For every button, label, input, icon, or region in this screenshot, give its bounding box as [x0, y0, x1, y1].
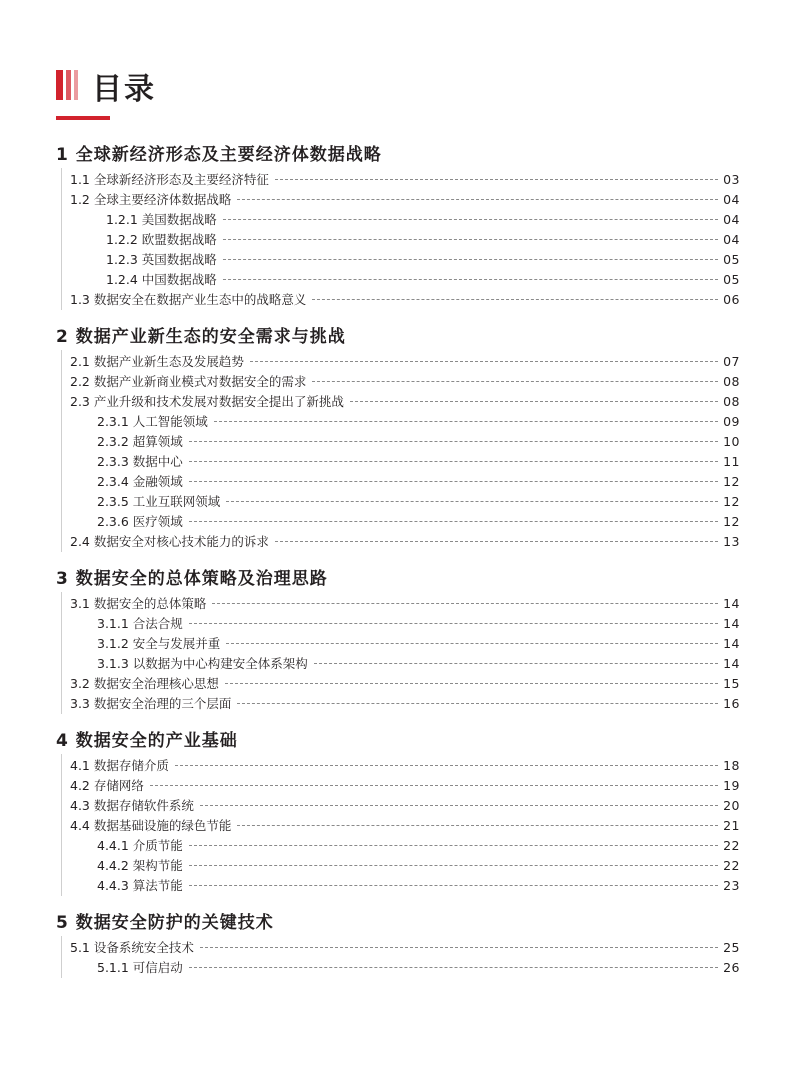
dot-leader: [189, 865, 718, 866]
toc-entry-label: 1.2 全球主要经济体数据战略: [70, 192, 232, 207]
toc-entry-page: 05: [723, 252, 740, 267]
toc-entry[interactable]: [62, 614, 740, 634]
title-bars-icon: [56, 70, 84, 100]
toc-entry-page: 20: [723, 798, 740, 813]
dot-leader: [189, 441, 718, 442]
dot-leader: [223, 239, 718, 240]
toc-entry-page: 22: [723, 858, 740, 873]
dot-leader: [212, 603, 718, 604]
section-heading[interactable]: 3 数据安全的总体策略及治理思路: [56, 569, 328, 589]
toc-entry-page: 05: [723, 272, 740, 287]
toc-entry[interactable]: [62, 938, 740, 958]
toc-section: [56, 324, 740, 552]
toc-entry-page: 12: [723, 494, 740, 509]
toc-entry-page: 25: [723, 940, 740, 955]
toc-entry[interactable]: [62, 452, 740, 472]
toc-entry-page: 22: [723, 838, 740, 853]
toc-entry-page: 09: [723, 414, 740, 429]
toc-entry-label: 1.1 全球新经济形态及主要经济特征: [70, 172, 269, 187]
toc-entry[interactable]: [62, 856, 740, 876]
dot-leader: [226, 501, 718, 502]
toc-entry-label: 1.2.3 英国数据战略: [106, 252, 217, 267]
dot-leader: [237, 199, 718, 200]
toc-entry-page: 21: [723, 818, 740, 833]
toc-entry-page: 14: [723, 656, 740, 671]
section-entries: [61, 936, 740, 978]
dot-leader: [237, 703, 718, 704]
toc-entry-page: 08: [723, 394, 740, 409]
toc-entry-page: 14: [723, 636, 740, 651]
section-heading[interactable]: 2 数据产业新生态的安全需求与挑战: [56, 327, 346, 347]
toc-entry[interactable]: [62, 796, 740, 816]
toc-entry-page: 18: [723, 758, 740, 773]
toc-entry[interactable]: [62, 190, 740, 210]
toc-entry[interactable]: [62, 372, 740, 392]
toc-entry-page: 15: [723, 676, 740, 691]
toc-entry-label: 3.1.2 安全与发展并重: [97, 636, 221, 651]
dot-leader: [237, 825, 718, 826]
toc-section: [56, 142, 740, 310]
toc-entry[interactable]: [62, 492, 740, 512]
toc-section: [56, 566, 740, 714]
dot-leader: [200, 805, 718, 806]
toc-entry-page: 07: [723, 354, 740, 369]
dot-leader: [275, 541, 718, 542]
toc-entry-page: 04: [723, 192, 740, 207]
dot-leader: [214, 421, 718, 422]
dot-leader: [150, 785, 718, 786]
toc-section: [56, 910, 740, 978]
dot-leader: [312, 299, 718, 300]
section-heading[interactable]: 1 全球新经济形态及主要经济体数据战略: [56, 145, 382, 165]
dot-leader: [223, 279, 718, 280]
dot-leader: [226, 643, 718, 644]
toc-entry-label: 2.1 数据产业新生态及发展趋势: [70, 354, 244, 369]
toc-entry[interactable]: [62, 230, 740, 250]
dot-leader: [200, 947, 718, 948]
section-heading[interactable]: 5 数据安全防护的关键技术: [56, 913, 274, 933]
section-heading[interactable]: 4 数据安全的产业基础: [56, 731, 238, 751]
toc-entry[interactable]: [62, 756, 740, 776]
section-entries: [61, 754, 740, 896]
toc-entry[interactable]: [62, 210, 740, 230]
toc-entry-label: 3.2 数据安全治理核心思想: [70, 676, 219, 691]
toc-entry-page: 04: [723, 232, 740, 247]
toc-entry[interactable]: [62, 532, 740, 552]
toc-entry-label: 2.3.6 医疗领域: [97, 514, 183, 529]
toc-entry[interactable]: [62, 594, 740, 614]
dot-leader: [189, 481, 718, 482]
dot-leader: [350, 401, 718, 402]
dot-leader: [175, 765, 718, 766]
dot-leader: [189, 967, 718, 968]
toc-entry[interactable]: [62, 512, 740, 532]
toc-entry[interactable]: [62, 270, 740, 290]
dot-leader: [189, 885, 718, 886]
toc-entry-page: 19: [723, 778, 740, 793]
toc-entry[interactable]: [62, 654, 740, 674]
toc-entry[interactable]: [62, 472, 740, 492]
toc-entry-label: 4.3 数据存储软件系统: [70, 798, 194, 813]
toc-entry-label: 4.4.2 架构节能: [97, 858, 183, 873]
toc-entry-page: 08: [723, 374, 740, 389]
toc-entry[interactable]: [62, 170, 740, 190]
toc-section: [56, 728, 740, 896]
page-title: 目录: [92, 72, 156, 107]
toc-entry-label: 4.2 存储网络: [70, 778, 144, 793]
dot-leader: [189, 521, 718, 522]
toc-entry-page: 10: [723, 434, 740, 449]
toc-entry-label: 4.4.1 介质节能: [97, 838, 183, 853]
toc-entry[interactable]: [62, 634, 740, 654]
toc-entry-label: 2.4 数据安全对核心技术能力的诉求: [70, 534, 269, 549]
toc-entry[interactable]: [62, 776, 740, 796]
toc-entry-label: 2.3.1 人工智能领域: [97, 414, 208, 429]
toc-entry-page: 12: [723, 514, 740, 529]
dot-leader: [275, 179, 718, 180]
dot-leader: [189, 623, 718, 624]
toc-entry-page: 04: [723, 212, 740, 227]
toc-entry-page: 06: [723, 292, 740, 307]
toc-entry-label: 2.3.5 工业互联网领域: [97, 494, 221, 509]
toc-entry-label: 1.2.1 美国数据战略: [106, 212, 217, 227]
dot-leader: [189, 845, 718, 846]
toc-entry-page: 14: [723, 616, 740, 631]
toc-entry-page: 14: [723, 596, 740, 611]
toc-entry[interactable]: [62, 352, 740, 372]
toc-entry[interactable]: [62, 392, 740, 412]
toc-entry-label: 1.2.2 欧盟数据战略: [106, 232, 217, 247]
toc-entry-label: 5.1 设备系统安全技术: [70, 940, 194, 955]
section-entries: [61, 350, 740, 552]
toc-entry-page: 03: [723, 172, 740, 187]
toc-entry[interactable]: [62, 694, 740, 714]
toc-entry-page: 23: [723, 878, 740, 893]
toc-entry-label: 2.2 数据产业新商业模式对数据安全的需求: [70, 374, 307, 389]
dot-leader: [189, 461, 718, 462]
toc-entry[interactable]: [62, 836, 740, 856]
toc-entry-page: 12: [723, 474, 740, 489]
dot-leader: [225, 683, 718, 684]
toc-entry-page: 16: [723, 696, 740, 711]
toc-entry-label: 1.3 数据安全在数据产业生态中的战略意义: [70, 292, 307, 307]
toc-entry[interactable]: [62, 432, 740, 452]
section-entries: [61, 592, 740, 714]
title-underline: [56, 116, 110, 120]
toc-entry-label: 1.2.4 中国数据战略: [106, 272, 217, 287]
toc-entry-label: 2.3 产业升级和技术发展对数据安全提出了新挑战: [70, 394, 344, 409]
toc-entry[interactable]: [62, 290, 740, 310]
toc-entry-page: 26: [723, 960, 740, 975]
section-entries: [61, 168, 740, 310]
toc-entry-label: 2.3.4 金融领域: [97, 474, 183, 489]
dot-leader: [223, 219, 718, 220]
toc-entry-page: 13: [723, 534, 740, 549]
toc-entry-label: 2.3.2 超算领域: [97, 434, 183, 449]
toc-entry-label: 3.1.3 以数据为中心构建安全体系架构: [97, 656, 308, 671]
toc-entry[interactable]: [62, 876, 740, 896]
toc-entry[interactable]: [62, 250, 740, 270]
toc-entry[interactable]: [62, 412, 740, 432]
dot-leader: [314, 663, 718, 664]
dot-leader: [250, 361, 718, 362]
toc-entry-label: 5.1.1 可信启动: [97, 960, 183, 975]
dot-leader: [223, 259, 718, 260]
toc-entry-label: 3.1 数据安全的总体策略: [70, 596, 207, 611]
toc-entry[interactable]: [62, 816, 740, 836]
table-of-contents: [56, 142, 740, 992]
toc-entry[interactable]: [62, 674, 740, 694]
toc-entry-label: 3.3 数据安全治理的三个层面: [70, 696, 232, 711]
toc-entry-label: 2.3.3 数据中心: [97, 454, 183, 469]
toc-entry-label: 4.1 数据存储介质: [70, 758, 169, 773]
toc-entry-page: 11: [723, 454, 740, 469]
dot-leader: [312, 381, 718, 382]
toc-entry[interactable]: [62, 958, 740, 978]
toc-entry-label: 4.4.3 算法节能: [97, 878, 183, 893]
toc-entry-label: 4.4 数据基础设施的绿色节能: [70, 818, 232, 833]
toc-entry-label: 3.1.1 合法合规: [97, 616, 183, 631]
